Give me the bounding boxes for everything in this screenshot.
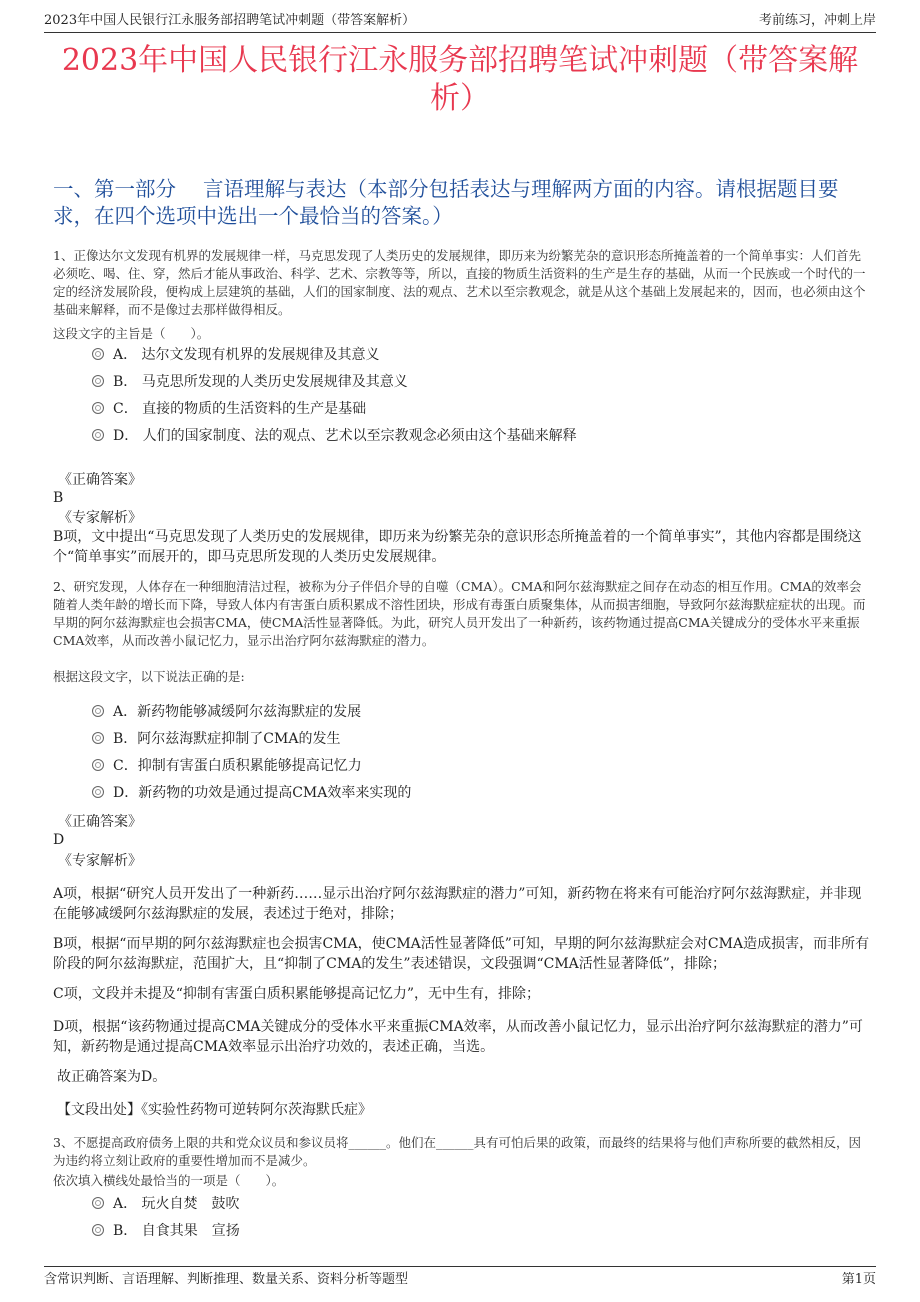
q2-analysis-b: B项，根据“而早期的阿尔兹海默症也会损害CMA，使CMA活性显著降低”可知，早期的阿尔兹海默症会对CMA造成损害，而非所有阶段的阿尔兹海默症，范围扩大，且“抑制了CMA的发生”表述错误，文段强调“CMA活性显著降低”，排除；: [53, 936, 870, 972]
q1-option-a[interactable]: [92, 345, 380, 365]
header-slogan: 考前练习，冲刺上岸: [758, 13, 876, 28]
radio-icon[interactable]: [92, 1197, 104, 1209]
radio-icon[interactable]: [92, 375, 104, 387]
q1-analysis: B项，文中提出“马克思发现了人类历史的发展规律，即历来为纷繁芜杂的意识形态所掩盖着的一个简单事实”，其他内容都是围绕这个“简单事实”而展开的，即马克思所发现的人类历史发展规律。: [53, 529, 862, 565]
q3-option-a-label: A． 玩火自焚 鼓吹: [113, 1196, 240, 1212]
q2-option-a-label: A．新药物能够减缓阿尔兹海默症的发展: [113, 704, 362, 720]
radio-icon[interactable]: [92, 786, 104, 798]
q2-option-d-label: D．新药物的功效是通过提高CMA效率来实现的: [113, 785, 412, 801]
q2-analysis-c: C项，文段并未提及“抑制有害蛋白质积累能够提高记忆力”，无中生有，排除；: [53, 986, 541, 1002]
q2-option-b-label: B．阿尔兹海默症抑制了CMA的发生: [113, 731, 341, 747]
q3-question: 依次填入横线处最恰当的一项是（ ）。: [53, 1173, 285, 1188]
radio-icon[interactable]: [92, 429, 104, 441]
q2-conclusion: 故正确答案为D。: [57, 1069, 167, 1085]
q1-answer: B: [53, 490, 64, 506]
radio-icon[interactable]: [92, 402, 104, 414]
radio-icon[interactable]: [92, 705, 104, 717]
q2-stem: 2、研究发现，人体存在一种细胞清洁过程，被称为分子伴侣介导的自噬（CMA）。CMA和阿尔兹海默症之间存在动态的相互作用。CMA的效率会随着人类年龄的增长而下降，导致人体内有害蛋白质积累成不溶性团块，形成有毒蛋白质聚集体，从而损害细胞，导致阿尔兹海默症症状的出现。而早期的阿尔兹海默症也会损害CMA，使CMA活性显著降低。为此，研究人员开发出了一种新药，该药物通过提高CMA关键成分的受体水平来重振CMA效率，从而改善小鼠记忆力，显示出治疗阿尔兹海默症的潜力。: [53, 579, 866, 648]
q2-analysis-label: 《专家解析》: [58, 853, 142, 869]
q1-option-d[interactable]: [92, 426, 577, 446]
q3-option-b[interactable]: [92, 1221, 240, 1241]
q1-answer-label: 《正确答案》: [58, 472, 142, 488]
radio-icon[interactable]: [92, 759, 104, 771]
q2-option-b[interactable]: [92, 729, 340, 749]
q1-option-a-label: A． 达尔文发现有机界的发展规律及其意义: [113, 347, 380, 363]
q1-option-d-label: D． 人们的国家制度、法的观点、艺术以至宗教观念必须由这个基础来解释: [113, 428, 577, 444]
q1-stem: 1、正像达尔文发现有机界的发展规律一样，马克思发现了人类历史的发展规律，即历来为纷繁芜杂的意识形态所掩盖着的一个简单事实：人们首先必须吃、喝、住、穿，然后才能从事政治、科学、艺术、宗教等等，所以，直接的物质生活资料的生产是生存的基础，从而一个民族或一个时代的一定的经济发展阶段，便构成上层建筑的基础，人们的国家制度、法的观点、艺术以至宗教观念，就是从这个基础上发展起来的，因而，也必须由这个基础来解释，而不是像过去那样做得相反。: [53, 248, 866, 317]
page-number: 第1页: [841, 1272, 876, 1287]
q2-analysis-d: D项，根据“该药物通过提高CMA关键成分的受体水平来重振CMA效率，从而改善小鼠记忆力，显示出治疗阿尔兹海默症的潜力”可知，新药物是通过提高CMA效率显示出治疗功效的，表述正确，当选。: [53, 1019, 863, 1055]
radio-icon[interactable]: [92, 1224, 104, 1236]
q2-answer: D: [53, 832, 65, 848]
q1-analysis-label: 《专家解析》: [58, 510, 142, 526]
radio-icon[interactable]: [92, 732, 104, 744]
q1-question: 这段文字的主旨是（ ）。: [53, 326, 210, 341]
q1-option-c-label: C． 直接的物质的生活资料的生产是基础: [113, 401, 367, 417]
page-header: [44, 10, 876, 33]
q3-option-a[interactable]: [92, 1194, 240, 1214]
q2-analysis-a: A项，根据“研究人员开发出了一种新药……显示出治疗阿尔兹海默症的潜力”可知，新药物在将来有可能治疗阿尔兹海默症，并非现在能够减缓阿尔兹海默症的发展，表述过于绝对，排除；: [53, 886, 862, 922]
q2-option-d[interactable]: [92, 783, 411, 803]
radio-icon[interactable]: [92, 348, 104, 360]
q1-option-b[interactable]: [92, 372, 408, 392]
q3-stem: 3、不愿提高政府债务上限的共和党众议员和参议员将______。他们在______具有可怕后果的政策，而最终的结果将与他们声称所要的截然相反，因为违约将立刻让政府的重要性增加而不是减少。: [53, 1135, 861, 1168]
q2-option-c[interactable]: [92, 756, 362, 776]
page-footer: [44, 1266, 876, 1289]
q1-option-b-label: B． 马克思所发现的人类历史发展规律及其意义: [113, 374, 408, 390]
q1-option-c[interactable]: [92, 399, 366, 419]
q2-option-c-label: C．抑制有害蛋白质积累能够提高记忆力: [113, 758, 362, 774]
footer-topics: 含常识判断、言语理解、判断推理、数量关系、资料分析等题型: [44, 1272, 409, 1287]
section-title: 一、第一部分 言语理解与表达（本部分包括表达与理解两方面的内容。请根据题目要求，在四个选项中选出一个最恰当的答案。）: [53, 177, 839, 228]
q3-option-b-label: B． 自食其果 宣扬: [113, 1223, 240, 1239]
q2-option-a[interactable]: [92, 702, 361, 722]
q2-source: 【文段出处】《实验性药物可逆转阿尔茨海默氏症》: [57, 1102, 372, 1118]
header-doc-title: 2023年中国人民银行江永服务部招聘笔试冲刺题（带答案解析）: [44, 13, 416, 28]
q2-answer-label: 《正确答案》: [58, 814, 142, 830]
q2-question: 根据这段文字，以下说法正确的是:: [53, 669, 245, 684]
page-title: 2023年中国人民银行江永服务部招聘笔试冲刺题（带答案解析）: [61, 43, 859, 116]
